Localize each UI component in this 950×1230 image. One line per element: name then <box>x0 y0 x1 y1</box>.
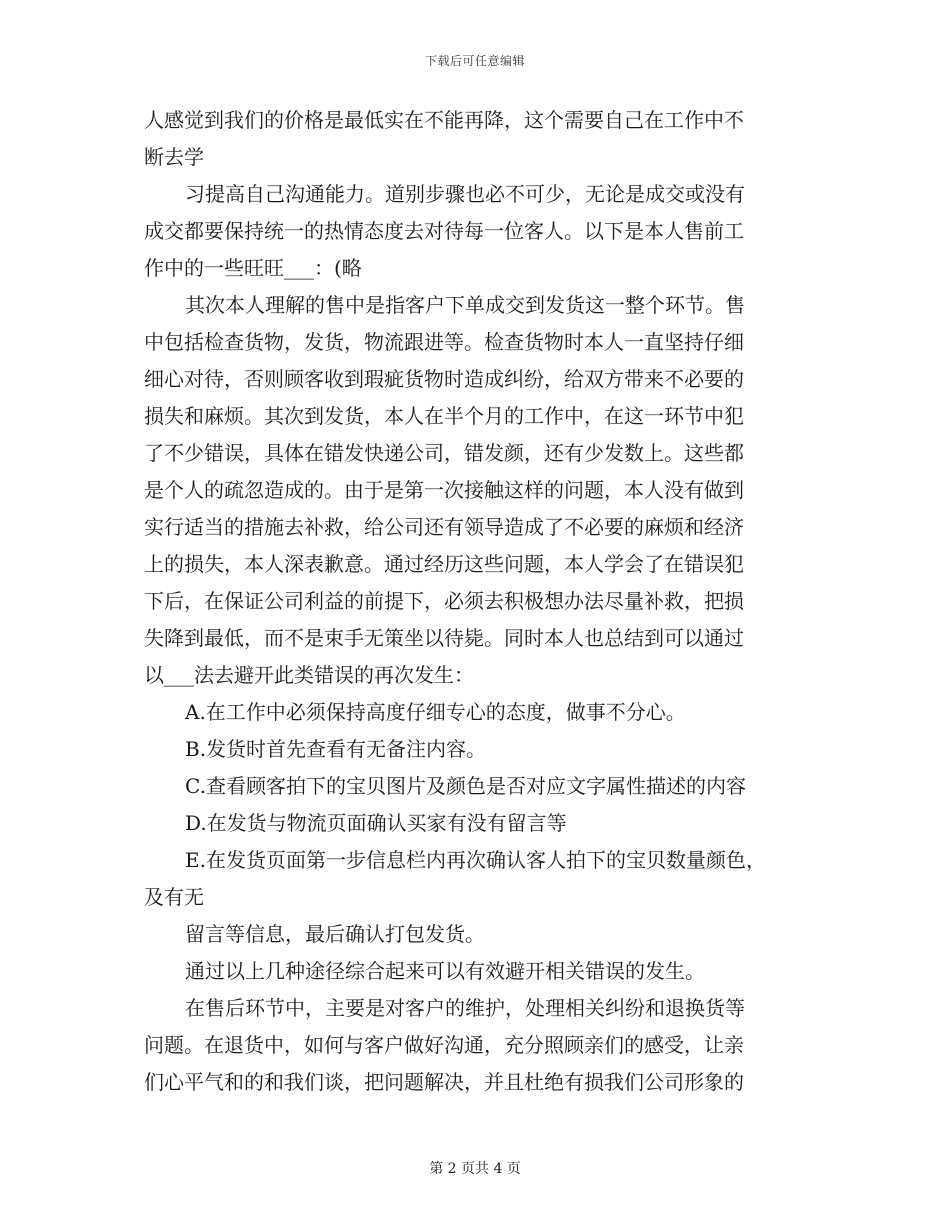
text-line: 在售后环节中，主要是对客户的维护，处理相关纠纷和退换货等 <box>185 996 745 1020</box>
text-line: 习提高自己沟通能力。道别步骤也必不可少，无论是成交或没有 <box>185 182 745 206</box>
text-line: 是个人的疏忽造成的。由于是第一次接触这样的问题，本人没有做到 <box>144 478 744 502</box>
text-line: 问题。在退货中，如何与客户做好沟通，充分照顾亲们的感受，让亲 <box>144 1033 744 1057</box>
text-line: 了不少错误，具体在错发快递公司，错发颜，还有少发数上。这些都 <box>144 441 744 465</box>
page-header: 下载后可任意编辑 <box>424 54 525 68</box>
text-line: 失降到最低，而不是束手无策坐以待毙。同时本人也总结到可以通过 <box>144 626 744 650</box>
page-footer: 第 2 页共 4 页 <box>429 1161 521 1177</box>
text-line: 们心平气和的和我们谈，把问题解决，并且杜绝有损我们公司形象的 <box>144 1070 744 1094</box>
text-line: 作中的一些旺旺___：(略 <box>144 256 362 280</box>
text-line: 人感觉到我们的价格是最低实在不能再降，这个需要自己在工作中不 <box>144 108 744 132</box>
text-line: C.查看顾客拍下的宝贝图片及颜色是否对应文字属性描述的内容 <box>185 774 746 798</box>
text-line: 中包括检查货物，发货，物流跟进等。检查货物时本人一直坚持仔细 <box>144 330 744 354</box>
text-line: A.在工作中必须保持高度仔细专心的态度，做事不分心。 <box>185 700 686 724</box>
text-line: E.在发货页面第一步信息栏内再次确认客人拍下的宝贝数量颜色， <box>185 848 766 872</box>
text-line: 成交都要保持统一的热情态度去对待每一位客人。以下是本人售前工 <box>144 219 744 243</box>
text-line: 及有无 <box>144 885 204 909</box>
text-line: 下后，在保证公司利益的前提下，必须去积极想办法尽量补救，把损 <box>144 589 744 613</box>
text-line: 损失和麻烦。其次到发货，本人在半个月的工作中，在这一环节中犯 <box>144 404 744 428</box>
text-line: 断去学 <box>144 145 204 169</box>
text-line: B.发货时首先查看有无备注内容。 <box>185 737 487 761</box>
text-line: 上的损失，本人深表歉意。通过经历这些问题，本人学会了在错误犯 <box>144 552 744 576</box>
document-body <box>144 102 806 1101</box>
text-line: 其次本人理解的售中是指客户下单成交到发货这一整个环节。售 <box>185 293 745 317</box>
text-line: D.在发货与物流页面确认买家有没有留言等 <box>185 811 567 835</box>
text-line: 细心对待，否则顾客收到瑕疵货物时造成纠纷，给双方带来不必要的 <box>144 367 744 391</box>
text-line: 留言等信息，最后确认打包发货。 <box>185 922 485 946</box>
text-line: 通过以上几种途径综合起来可以有效避开相关错误的发生。 <box>185 959 705 983</box>
text-line: 以___法去避开此类错误的再次发生： <box>144 663 474 687</box>
text-line: 实行适当的措施去补救，给公司还有领导造成了不必要的麻烦和经济 <box>144 515 744 539</box>
